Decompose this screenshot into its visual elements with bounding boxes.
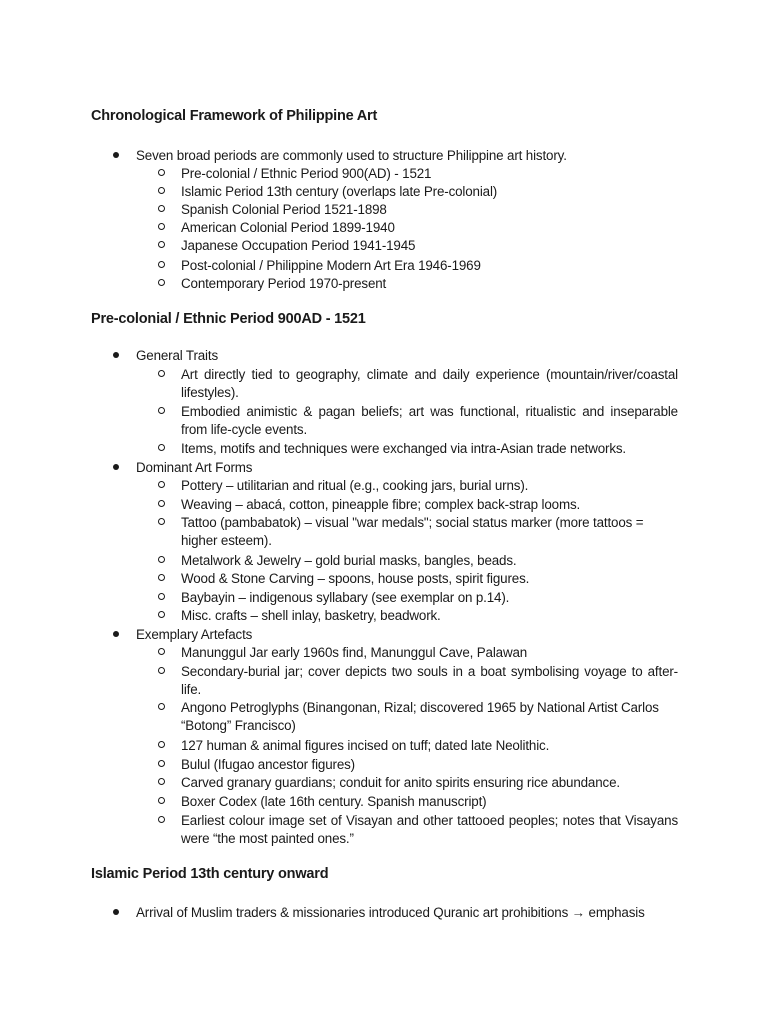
- list-item-artefact: Secondary-burial jar; cover depicts two souls in a boat symbolising voyage to after-life.: [181, 664, 678, 697]
- bullet-hollow: [158, 403, 165, 421]
- list-item-trait: Embodied animistic & pagan beliefs; art was functional, ritualistic and inseparable from life-cycle events.: [181, 404, 678, 437]
- bullet-hollow: [158, 793, 165, 811]
- bullet-hollow: [158, 756, 165, 774]
- bullet-hollow: [158, 570, 165, 588]
- bullet-hollow: [158, 237, 165, 255]
- list-item-intro: Seven broad periods are commonly used to structure Philippine art history.: [136, 148, 567, 163]
- section-heading-chronology: Chronological Framework of Philippine Art: [91, 108, 378, 124]
- list-item-artefact: Angono Petroglyphs (Binangonan, Rizal; discovered 1965 by National Artist Carlos “Botong” Francisco): [181, 700, 659, 733]
- bullet-hollow: [158, 496, 165, 514]
- list-item-art-form: Misc. crafts – shell inlay, basketry, beadwork.: [181, 608, 441, 623]
- list-item-trait: Items, motifs and techniques were exchanged via intra-Asian trade networks.: [181, 441, 627, 456]
- list-item-general-traits: General Traits: [136, 348, 218, 363]
- list-item-art-form: Tattoo (pambabatok) – visual "war medals"; social status marker (more tattoos = higher esteem).: [181, 515, 644, 548]
- bullet-solid: [113, 626, 119, 644]
- bullet-hollow: [158, 737, 165, 755]
- list-item-period: Islamic Period 13th century (overlaps late Pre-colonial): [181, 184, 498, 199]
- list-item-period: Contemporary Period 1970-present: [181, 276, 387, 291]
- list-item-artefact: 127 human & animal figures incised on tuff; dated late Neolithic.: [181, 738, 550, 753]
- list-item-artefact: Boxer Codex (late 16th century. Spanish manuscript): [181, 794, 487, 809]
- list-item-arrival: Arrival of Muslim traders & missionaries introduced Quranic art prohibitions → emphasis: [136, 905, 645, 920]
- list-item-trait: Art directly tied to geography, climate and daily experience (mountain/river/coastal lifestyles).: [181, 367, 678, 400]
- bullet-hollow: [158, 699, 165, 717]
- bullet-solid: [113, 147, 119, 165]
- bullet-hollow: [158, 514, 165, 532]
- list-item-period: American Colonial Period 1899-1940: [181, 220, 395, 235]
- list-item-artefact: Carved granary guardians; conduit for anito spirits ensuring rice abundance.: [181, 775, 620, 790]
- bullet-hollow: [158, 552, 165, 570]
- list-item-art-form: Weaving – abacá, cotton, pineapple fibre; complex back-strap looms.: [181, 497, 581, 512]
- bullet-hollow: [158, 219, 165, 237]
- bullet-hollow: [158, 774, 165, 792]
- list-item-artefact: Bulul (Ifugao ancestor figures): [181, 757, 355, 772]
- bullet-hollow: [158, 663, 165, 681]
- list-item-period: Spanish Colonial Period 1521-1898: [181, 202, 387, 217]
- bullet-solid: [113, 904, 119, 922]
- list-item-artefact: Manunggul Jar early 1960s find, Manunggul Cave, Palawan: [181, 645, 528, 660]
- bullet-hollow: [158, 183, 165, 201]
- section-heading-precolonial: Pre-colonial / Ethnic Period 900AD - 1521: [91, 311, 366, 327]
- bullet-hollow: [158, 644, 165, 662]
- list-item-exemplary: Exemplary Artefacts: [136, 627, 253, 642]
- list-item-art-form: Pottery – utilitarian and ritual (e.g., cooking jars, burial urns).: [181, 478, 529, 493]
- bullet-hollow: [158, 812, 165, 830]
- bullet-hollow: [158, 607, 165, 625]
- section-heading-islamic: Islamic Period 13th century onward: [91, 866, 329, 882]
- bullet-hollow: [158, 477, 165, 495]
- list-item-period: Post-colonial / Philippine Modern Art Era 1946-1969: [181, 258, 481, 273]
- list-item-artefact: Earliest colour image set of Visayan and other tattooed peoples; notes that Visayans were “the most painted ones.”: [181, 813, 678, 846]
- bullet-hollow: [158, 257, 165, 275]
- bullet-hollow: [158, 275, 165, 293]
- list-item-art-form: Baybayin – indigenous syllabary (see exemplar on p.14).: [181, 590, 510, 605]
- bullet-solid: [113, 347, 119, 365]
- bullet-hollow: [158, 589, 165, 607]
- list-item-period: Pre-colonial / Ethnic Period 900(AD) - 1521: [181, 166, 432, 181]
- list-item-art-form: Metalwork & Jewelry – gold burial masks, bangles, beads.: [181, 553, 517, 568]
- bullet-hollow: [158, 366, 165, 384]
- bullet-hollow: [158, 440, 165, 458]
- list-item-period: Japanese Occupation Period 1941-1945: [181, 238, 416, 253]
- list-item-art-form: Wood & Stone Carving – spoons, house posts, spirit figures.: [181, 571, 530, 586]
- bullet-solid: [113, 459, 119, 477]
- list-item-dominant-forms: Dominant Art Forms: [136, 460, 253, 475]
- bullet-hollow: [158, 201, 165, 219]
- bullet-hollow: [158, 165, 165, 183]
